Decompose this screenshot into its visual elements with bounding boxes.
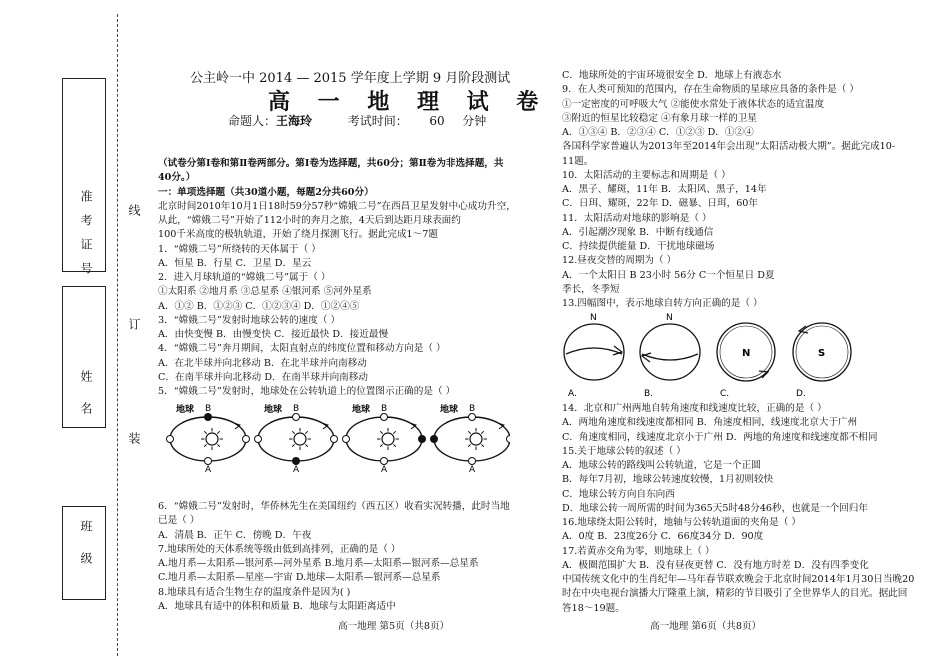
text-line: A.地月系—太阳系—银河系—河外星系 B.地月系—太阳系—银河系—总星系: [158, 558, 479, 569]
text-line: 中国传统文化中的生肖纪年—马年春节联欢晚会于北京时间2014年1月30日当晚20: [562, 574, 915, 585]
sun-icon: [377, 428, 399, 450]
orbit-point: [167, 436, 174, 443]
text-line: 从此，“嫦娥二号”开始了112小时的奔月之旅，4天后到达距月球表面约: [158, 215, 461, 226]
text-line: ③附近的恒星比较稳定 ④有象月球一样的卫星: [562, 112, 757, 124]
text-line: A．两地角速度和线速度都相同 B．角速度相同，线速度北京大于广州: [562, 417, 858, 429]
binding-char-staple: 装: [127, 432, 141, 444]
text-line: A．地球公转的路线叫公转轨道，它是一个正圆: [562, 460, 761, 471]
earth-label: 地球: [440, 405, 459, 415]
text-line: C．角速度相同，线速度北京小于广州 D．两地的角速度和线速度都不相同: [562, 431, 878, 443]
exam-title: 高 一 地 理 试 卷: [268, 90, 549, 115]
time-unit: 分钟: [462, 114, 487, 128]
rotation-diagram: [564, 313, 624, 398]
point-label: B: [381, 404, 388, 414]
text-line: C．持续提供能量 D．干扰地球磁场: [562, 241, 715, 252]
text-line: ①太阳系 ②地月系 ③总星系 ④银河系 ⑤河外星系: [158, 286, 372, 298]
text-line: A．一个太阳日 B 23小时 56分 C一个恒星日 D夏: [562, 269, 775, 281]
text-line: A．清晨 B．正午 C．傍晚 D．午夜: [158, 529, 312, 541]
orbit-figure: [160, 403, 510, 473]
author-label: 命题人：: [228, 114, 277, 128]
text-line: 北京时间2010年10月1日18时59分57秒“嫦娥二号”在西昌卫星发射中心成功升空，: [158, 200, 516, 212]
text-line: B．每年7月初，地球公转速度较慢，1月初则较快: [562, 474, 774, 486]
point-label: B: [205, 404, 212, 414]
orbit-diagram: [343, 403, 426, 473]
text-line: 40分。）: [158, 172, 196, 184]
rotation-diagram: [717, 323, 775, 398]
orbit-point: [431, 436, 438, 443]
orbit-point: [507, 436, 511, 443]
class-label: 班级: [79, 520, 93, 584]
orbit-point: [381, 414, 388, 421]
text-line: 5．“嫦娥二号”发射时，地球处在公转轨道上的位置图示正确的是（ ）: [158, 386, 456, 397]
earth-label: 地球: [176, 405, 195, 415]
text-line: 11．太阳活动对地球的影响是（ ）: [562, 212, 712, 224]
text-line: 6．“嫦娥二号”发射时，华侨林先生在美国纽约（西五区）收看实况转播，此时当地: [158, 501, 510, 512]
text-line: （试卷分第Ⅰ卷和第Ⅱ卷两部分。第Ⅰ卷为选择题，共60分；第Ⅱ卷为非选择题，共: [158, 158, 504, 169]
left-column: [158, 157, 516, 399]
text-line: 100千米高度的极轨轨道，开始了绕月探测飞行。据此完成1～7题: [158, 229, 438, 241]
text-line: C.地月系—太阳系—星座—宇宙 D.地球—太阳系—银河系—总星系: [158, 572, 441, 584]
binding-char-line: 线: [127, 204, 141, 216]
option-label: A.: [568, 389, 577, 398]
text-line: A．①② B．①②③ C．①②③④ D．①②④⑤: [158, 300, 360, 312]
binding-dashed-line: [117, 14, 118, 656]
text-line: 7.地球所处的天体系统等级由低到高排列，正确的是（ ）: [158, 543, 401, 555]
text-line: A．黑子、耀斑，11年 B．太阳风、黑子，14年: [562, 184, 767, 195]
option-label: D.: [796, 389, 806, 398]
text-line: 1．“嫦娥二号”所绕转的天体属于（ ）: [158, 243, 321, 255]
text-line: 9．在人类可预知的范围内，存在生命物质的星球应具备的条件是（ ）: [562, 84, 859, 96]
right-questions-1: [562, 69, 917, 311]
point-label: A: [469, 465, 476, 473]
pole-label: S: [818, 348, 826, 359]
rotation-diagram: [640, 313, 700, 398]
exam-info: [228, 112, 486, 129]
school-title: 公主岭一中 2014 — 2015 学年度上学期 9 月阶段测试: [190, 71, 511, 86]
text-line: 14．北京和广州两地自转角速度和线速度比较，正确的是（ ）: [562, 403, 827, 414]
text-line: C．日珥、耀斑，22年 D．磁暴、日珥，60年: [562, 198, 758, 210]
text-line: A．地球具有适中的体积和质量 B．地球与太阳距离适中: [158, 600, 396, 612]
text-line: A．0度 B．23度26分 C．66度34分 D．90度: [562, 531, 764, 543]
text-line: 3．“嫦娥二号”发射时地球公转的速度（ ）: [158, 314, 341, 326]
orbit-point: [205, 414, 212, 421]
text-line: A．极圈范围扩大 B．没有昼夜更替 C．没有地方时差 D．没有四季变化: [562, 559, 869, 571]
time-value: 60: [429, 114, 445, 128]
orbit-point: [205, 458, 212, 465]
right-questions-2: [562, 402, 917, 616]
sun-icon: [289, 428, 311, 450]
text-line: 答18～19题。: [562, 602, 625, 614]
text-line: 各国科学家普遍认为2013年至2014年会出现“太阳活动极大期”。据此完成10-: [562, 141, 896, 153]
text-line: 17.若黄赤交角为零，则地球上（ ）: [562, 545, 715, 557]
left-questions-2: [158, 500, 508, 614]
text-line: 10．太阳活动的主要标志和周期是（ ）: [562, 169, 731, 181]
orbit-point: [343, 436, 350, 443]
orbit-point: [469, 458, 476, 465]
rotation-diagram: [793, 323, 851, 398]
text-line: A．引起潮汐现象 B．中断有线通信: [562, 226, 714, 238]
text-line: 15.关于地球公转的叙述（ ）: [562, 445, 686, 457]
text-line: 4．“嫦娥二号”奔月期间，太阳直射点的纬度位置和移动方向是（ ）: [158, 343, 446, 355]
earth-label: 地球: [352, 405, 371, 415]
orbit-point: [381, 458, 388, 465]
text-line: 2．进入月球轨道的“嫦娥二号”属于（ ）: [158, 272, 331, 283]
orbit-diagram: [255, 403, 338, 473]
point-label: B: [469, 404, 476, 414]
right-column-2: [562, 402, 917, 616]
pole-label: N: [590, 313, 597, 323]
sun-icon: [465, 428, 487, 450]
earth-label: 地球: [264, 405, 283, 415]
equator-arc: [642, 354, 698, 360]
author-name: 王海玲: [276, 114, 313, 128]
text-line: A．①③④ B．②③④ C．①②③ D．①②④: [562, 127, 754, 138]
point-label: A: [205, 465, 212, 473]
option-label: C.: [720, 389, 730, 398]
text-line: C．地球公转方向自东向西: [562, 488, 675, 500]
text-line: A．恒星 B．行星 C．卫星 D．星云: [158, 257, 312, 269]
text-line: 12.昼夜交替的周期为（ ）: [562, 255, 677, 267]
text-line: 一：单项选择题（共30道小题，每题2分共60分）: [158, 186, 374, 198]
text-line: D．地球公转一周所需的时间为365天5时48分46秒，也就是一个回归年: [562, 502, 868, 514]
orbit-point: [243, 436, 250, 443]
text-line: C．在南半球并向北移动 D．在南半球并向南移动: [158, 371, 368, 383]
left-column-2: [158, 500, 508, 614]
time-label: 考试时间：: [347, 114, 408, 128]
binding-char-bind: 订: [127, 318, 141, 330]
point-label: B: [293, 404, 300, 414]
text-line: A．由快变慢 B．由慢变快 C．接近最快 D．接近最慢: [158, 329, 389, 340]
orbit-point: [255, 436, 262, 443]
left-questions-1: [158, 157, 516, 399]
orbit-point: [469, 414, 476, 421]
globe-circle: [640, 324, 700, 380]
orbit-point: [293, 414, 300, 421]
name-label: 姓名: [79, 370, 93, 434]
point-label: A: [293, 465, 300, 473]
sun-icon: [201, 428, 223, 450]
pole-label: N: [666, 313, 673, 323]
orbit-point: [331, 436, 338, 443]
right-column: [562, 69, 917, 311]
orbit-diagram: [431, 403, 511, 473]
exam-no-label: 准考证号: [79, 190, 93, 286]
orbit-diagram: [167, 403, 250, 473]
rotation-figure: [562, 312, 852, 398]
text-line: 季长，冬季短: [562, 283, 620, 295]
footer-left: 高一地理 第5页（共8页）: [338, 621, 450, 632]
text-line: ①一定密度的可呼吸大气 ②能使水常处于液体状态的适宜温度: [562, 98, 825, 110]
text-line: 已是（ ）: [158, 515, 200, 527]
text-line: 时在中央电视台演播大厅隆重上演，精彩的节目吸引了全世界华人的目光。据此回: [562, 588, 908, 600]
text-line: 8.地球具有适合生物生存的温度条件是因为( ): [158, 586, 351, 598]
orbit-point: [293, 458, 300, 465]
pole-label: N: [742, 348, 751, 359]
text-line: C．地球所处的宇宙环境很安全 D．地球上有液态水: [562, 70, 782, 81]
text-line: 13.四幅图中，表示地球自转方向正确的是（ ）: [562, 298, 763, 309]
footer-right: 高一地理 第6页（共8页）: [650, 621, 762, 632]
point-label: A: [381, 465, 388, 473]
text-line: 11题。: [562, 155, 594, 167]
orbit-point: [419, 436, 426, 443]
equator-arc: [566, 348, 622, 354]
option-label: B.: [644, 389, 654, 398]
text-line: 16.地球绕太阳公转时，地轴与公转轨道面的夹角是（ ）: [562, 517, 801, 528]
text-line: A．在北半球并向北移动 B．在北半球并向南移动: [158, 357, 367, 369]
